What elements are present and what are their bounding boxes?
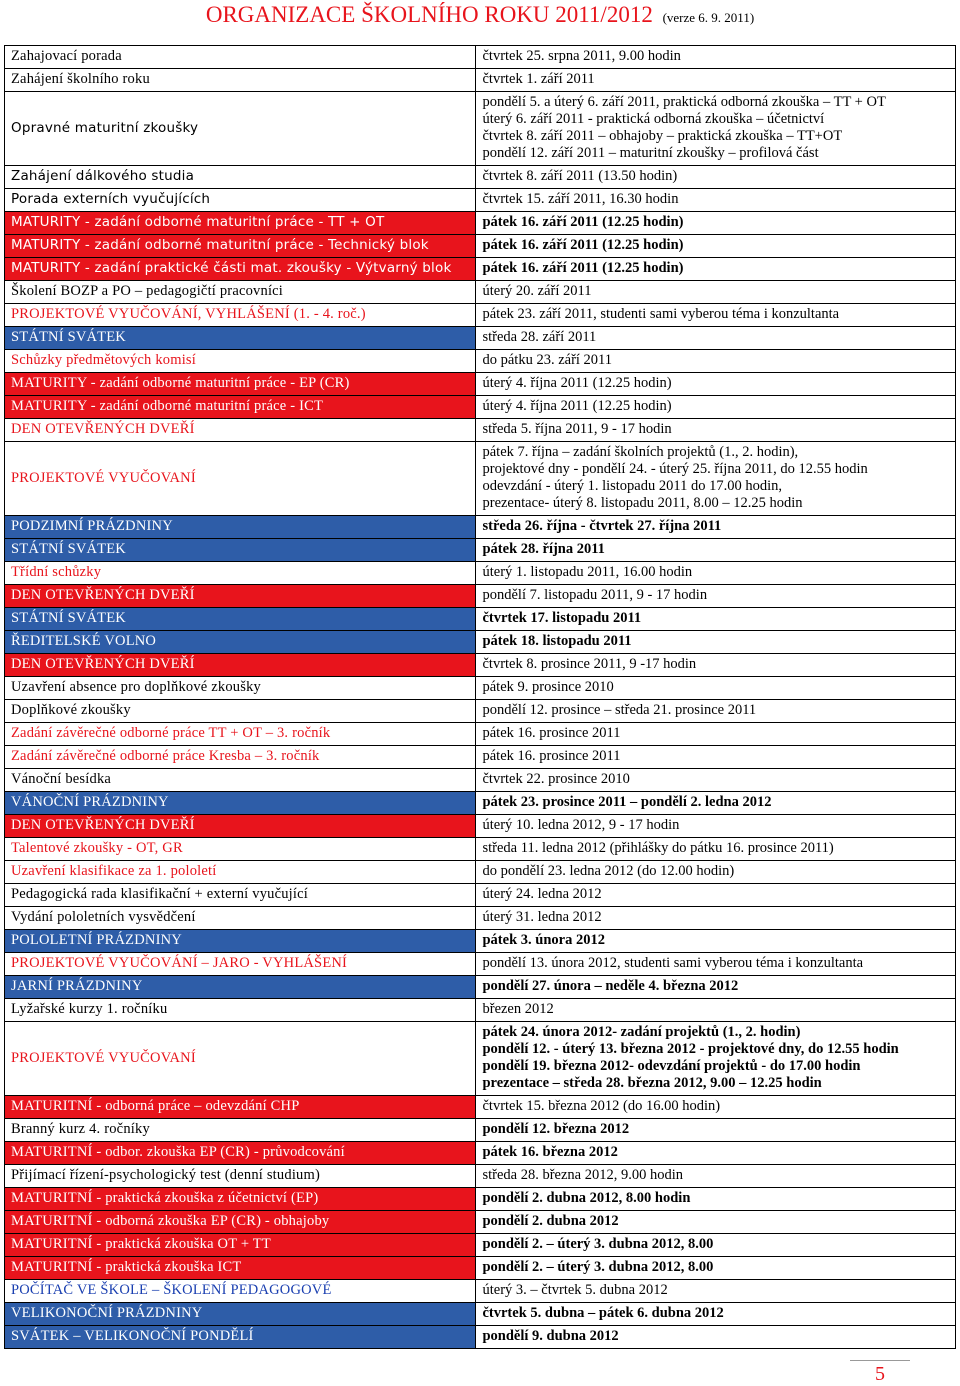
event-date [476,769,956,792]
event-date [476,258,956,281]
event-date [476,396,956,419]
event-date [476,1257,956,1280]
event-date [476,442,956,516]
event-date-line: pondělí 2. – úterý 3. dubna 2012, 8.00 [482,1259,714,1275]
schedule-row [5,1188,956,1211]
event-date [476,1234,956,1257]
event-date [476,373,956,396]
event-name: Zahájení školního roku [5,69,476,92]
event-date-line: úterý 31. ledna 2012 [482,909,602,925]
event-date-line: pondělí 12. - úterý 13. března 2012 - projektové dny, do 12.55 hodin [482,1041,899,1057]
event-date-line: úterý 1. listopadu 2011, 16.00 hodin [482,564,693,580]
event-date-line: pondělí 12. prosince – středa 21. prosince 2011 [482,702,757,718]
event-name: POLOLETNÍ PRÁZDNINY [5,930,476,953]
event-date-line: čtvrtek 25. srpna 2011, 9.00 hodin [482,48,681,64]
event-date-line: pondělí 12. března 2012 [482,1121,630,1137]
event-name: STÁTNÍ SVÁTEK [5,327,476,350]
schedule-row [5,396,956,419]
event-date-line: pátek 16. září 2011 (12.25 hodin) [482,214,684,230]
schedule-row [5,953,956,976]
event-date-line: pondělí 7. listopadu 2011, 9 - 17 hodin [482,587,708,603]
schedule-row [5,838,956,861]
schedule-row [5,1022,956,1096]
event-date [476,746,956,769]
event-date-line: pátek 24. února 2012- zadání projektů (1., 2. hodin) [482,1024,801,1040]
event-date-line: čtvrtek 15. března 2012 (do 16.00 hodin) [482,1098,721,1114]
event-name: Zahájení dálkového studia [5,166,476,189]
event-date [476,419,956,442]
event-date [476,1142,956,1165]
event-date-line: březen 2012 [482,1001,554,1017]
event-date [476,1326,956,1349]
event-date [476,69,956,92]
event-name: DEN OTEVŘENÝCH DVEŘÍ [5,815,476,838]
page-number: 5 [850,1360,910,1386]
event-date [476,976,956,999]
event-name: PROJEKTOVÉ VYUČOVÁNÍ – JARO - VYHLÁŠENÍ [5,953,476,976]
event-date [476,861,956,884]
event-date [476,700,956,723]
event-name: PROJEKTOVÉ VYUČOVANÍ [5,1022,476,1096]
schedule-row [5,1280,956,1303]
schedule-row [5,1165,956,1188]
schedule-row [5,350,956,373]
schedule-row [5,792,956,815]
event-date [476,1119,956,1142]
schedule-row [5,907,956,930]
schedule-row [5,562,956,585]
schedule-row [5,516,956,539]
event-date [476,723,956,746]
schedule-row [5,258,956,281]
event-date-line: pondělí 2. dubna 2012 [482,1213,619,1229]
event-date-line: pondělí 27. února – neděle 4. března 2012 [482,978,739,994]
event-name: Zadání závěrečné odborné práce Kresba – 3. ročník [5,746,476,769]
event-date [476,585,956,608]
event-name: Opravné maturitní zkoušky [5,92,476,166]
event-date [476,953,956,976]
event-date-line: úterý 20. září 2011 [482,283,592,299]
event-name: PROJEKTOVÉ VYUČOVANÍ [5,442,476,516]
event-name: ŘEDITELSKÉ VOLNO [5,631,476,654]
event-date-line: úterý 10. ledna 2012, 9 - 17 hodin [482,817,680,833]
event-name: VÁNOČNÍ PRÁZDNINY [5,792,476,815]
schedule-row [5,69,956,92]
schedule-row [5,189,956,212]
event-date-line: středa 11. ledna 2012 (přihlášky do pátku 16. prosince 2011) [482,840,834,856]
event-date [476,166,956,189]
event-date-line: čtvrtek 8. září 2011 – obhajoby – praktická zkouška – TT+OT [482,128,843,144]
event-date [476,1188,956,1211]
event-date-line: středa 28. března 2012, 9.00 hodin [482,1167,684,1183]
schedule-row [5,815,956,838]
event-date-line: pátek 28. října 2011 [482,541,605,557]
schedule-row [5,442,956,516]
event-name: MATURITY - zadání odborné maturitní práce - TT + OT [5,212,476,235]
event-name: STÁTNÍ SVÁTEK [5,539,476,562]
event-date [476,304,956,327]
event-date [476,350,956,373]
event-date-line: úterý 4. října 2011 (12.25 hodin) [482,375,672,391]
event-date-line: pátek 16. prosince 2011 [482,748,621,764]
event-date-line: pondělí 19. března 2012- odevzdání projektů - do 17.00 hodin [482,1058,861,1074]
event-date [476,654,956,677]
event-name: MATURITY - zadání odborné maturitní práce - ICT [5,396,476,419]
event-name: Vánoční besídka [5,769,476,792]
schedule-table [4,45,956,1349]
event-name: Talentové zkoušky - OT, GR [5,838,476,861]
event-name: PROJEKTOVÉ VYUČOVÁNÍ, VYHLÁŠENÍ (1. - 4. roč.) [5,304,476,327]
event-date-line: čtvrtek 5. dubna – pátek 6. dubna 2012 [482,1305,724,1321]
schedule-row [5,1303,956,1326]
schedule-row [5,92,956,166]
event-date-line: pátek 23. září 2011, studenti sami vyberou téma i konzultanta [482,306,840,322]
event-name: JARNÍ PRÁZDNINY [5,976,476,999]
event-name: Zahajovací porada [5,46,476,69]
event-date-line: čtvrtek 1. září 2011 [482,71,595,87]
event-date-line: pátek 7. října – zadání školních projektů (1., 2. hodin), [482,444,799,460]
schedule-row [5,631,956,654]
event-date-line: pátek 16. září 2011 (12.25 hodin) [482,260,684,276]
event-name: MATURITNÍ - praktická zkouška z účetnictví (EP) [5,1188,476,1211]
schedule-row [5,1234,956,1257]
event-date [476,539,956,562]
event-name: POČÍTAČ VE ŠKOLE – ŠKOLENÍ PEDAGOGOVÉ [5,1280,476,1303]
event-date-line: úterý 24. ledna 2012 [482,886,602,902]
event-date-line: projektové dny - pondělí 24. - úterý 25. října 2011, do 12.55 hodin [482,461,868,477]
schedule-row [5,930,956,953]
event-date [476,562,956,585]
event-date [476,907,956,930]
event-date-line: pátek 3. února 2012 [482,932,605,948]
event-date-line: pondělí 5. a úterý 6. září 2011, praktická odborná zkouška – TT + OT [482,94,886,110]
event-name: MATURITNÍ - praktická zkouška OT + TT [5,1234,476,1257]
event-name: Porada externích vyučujících [5,189,476,212]
event-date [476,1280,956,1303]
event-name: Vydání pololetních vysvědčení [5,907,476,930]
page-title [0,2,960,28]
event-date-line: čtvrtek 17. listopadu 2011 [482,610,642,626]
schedule-row [5,1257,956,1280]
event-name: MATURITNÍ - odborná práce – odevzdání CHP [5,1096,476,1119]
schedule-row [5,46,956,69]
event-date [476,46,956,69]
schedule-body [5,46,956,1349]
event-date-line: pátek 16. března 2012 [482,1144,618,1160]
event-date [476,1303,956,1326]
event-date-line: středa 5. října 2011, 9 - 17 hodin [482,421,672,437]
event-date [476,608,956,631]
event-date-line: pondělí 2. – úterý 3. dubna 2012, 8.00 [482,1236,714,1252]
event-name: DEN OTEVŘENÝCH DVEŘÍ [5,585,476,608]
event-date [476,189,956,212]
schedule-row [5,654,956,677]
event-date-line: odevzdání - úterý 1. listopadu 2011 do 17.00 hodin, [482,478,782,494]
event-name: MATURITNÍ - odbor. zkouška EP (CR) - průvodcování [5,1142,476,1165]
event-name: Pedagogická rada klasifikační + externí vyučující [5,884,476,907]
schedule-row [5,999,956,1022]
event-name: MATURITY - zadání praktické části mat. zkoušky - Výtvarný blok [5,258,476,281]
schedule-row [5,677,956,700]
event-date-line: prezentace – středa 28. března 2012, 9.00 – 12.25 hodin [482,1075,822,1091]
event-date-line: pátek 23. prosince 2011 – pondělí 2. ledna 2012 [482,794,772,810]
schedule-row [5,539,956,562]
event-name: DEN OTEVŘENÝCH DVEŘÍ [5,419,476,442]
event-date [476,999,956,1022]
event-name: Třídní schůzky [5,562,476,585]
event-name: SVÁTEK – VELIKONOČNÍ PONDĚLÍ [5,1326,476,1349]
event-name: Schůzky předmětových komisí [5,350,476,373]
event-name: Zadání závěrečné odborné práce TT + OT – 3. ročník [5,723,476,746]
event-date [476,815,956,838]
event-date [476,1022,956,1096]
event-name: MATURITNÍ - odborná zkouška EP (CR) - obhajoby [5,1211,476,1234]
event-date-line: středa 28. září 2011 [482,329,597,345]
schedule-row [5,1096,956,1119]
event-date [476,327,956,350]
document-version: (verze 6. 9. 2011) [662,10,755,25]
event-date-line: úterý 3. – čtvrtek 5. dubna 2012 [482,1282,668,1298]
event-name: Doplňkové zkoušky [5,700,476,723]
event-name: Uzavření absence pro doplňkové zkoušky [5,677,476,700]
event-name: PODZIMNÍ PRÁZDNINY [5,516,476,539]
event-date-line: pátek 16. září 2011 (12.25 hodin) [482,237,684,253]
schedule-row [5,769,956,792]
event-date-line: pátek 16. prosince 2011 [482,725,621,741]
event-name: Uzavření klasifikace za 1. pololetí [5,861,476,884]
schedule-row [5,419,956,442]
event-name: Lyžařské kurzy 1. ročníku [5,999,476,1022]
schedule-row [5,884,956,907]
schedule-row [5,1142,956,1165]
event-date-line: pondělí 9. dubna 2012 [482,1328,619,1344]
schedule-row [5,976,956,999]
event-date [476,92,956,166]
event-date-line: prezentace- úterý 8. listopadu 2011, 8.00 – 12.25 hodin [482,495,803,511]
schedule-row [5,585,956,608]
schedule-row [5,1119,956,1142]
schedule-row [5,608,956,631]
event-date [476,212,956,235]
document-title: ORGANIZACE ŠKOLNÍHO ROKU 2011/2012 [205,2,653,27]
schedule-row [5,235,956,258]
event-date [476,1096,956,1119]
event-name: DEN OTEVŘENÝCH DVEŘÍ [5,654,476,677]
event-date [476,792,956,815]
schedule-row [5,1211,956,1234]
event-date-line: čtvrtek 8. prosince 2011, 9 -17 hodin [482,656,697,672]
event-name: STÁTNÍ SVÁTEK [5,608,476,631]
event-date [476,930,956,953]
event-date-line: středa 26. října - čtvrtek 27. října 2011 [482,518,722,534]
event-date-line: čtvrtek 15. září 2011, 16.30 hodin [482,191,679,207]
event-date-line: čtvrtek 8. září 2011 (13.50 hodin) [482,168,678,184]
event-date-line: pátek 18. listopadu 2011 [482,633,632,649]
event-date-line: čtvrtek 22. prosince 2010 [482,771,630,787]
schedule-row [5,723,956,746]
event-date [476,235,956,258]
event-date [476,516,956,539]
event-date-line: do pátku 23. září 2011 [482,352,613,368]
event-name: Školení BOZP a PO – pedagogičtí pracovníci [5,281,476,304]
event-name: MATURITY - zadání odborné maturitní práce - EP (CR) [5,373,476,396]
schedule-row [5,1326,956,1349]
event-name: Branný kurz 4. ročníky [5,1119,476,1142]
event-date-line: úterý 4. října 2011 (12.25 hodin) [482,398,672,414]
event-date [476,677,956,700]
event-name: MATURITY - zadání odborné maturitní práce - Technický blok [5,235,476,258]
event-date [476,1165,956,1188]
event-date [476,631,956,654]
schedule-row [5,746,956,769]
event-name: Přijímací řízení-psychologický test (denní studium) [5,1165,476,1188]
event-date [476,281,956,304]
event-name: MATURITNÍ - praktická zkouška ICT [5,1257,476,1280]
schedule-row [5,212,956,235]
event-date-line: do pondělí 23. ledna 2012 (do 12.00 hodin) [482,863,735,879]
event-date-line: pondělí 12. září 2011 – maturitní zkoušky – profilová část [482,145,819,161]
schedule-row [5,373,956,396]
event-date [476,838,956,861]
schedule-row [5,304,956,327]
schedule-row [5,166,956,189]
schedule-row [5,281,956,304]
event-date-line: pondělí 13. února 2012, studenti sami vyberou téma i konzultanta [482,955,864,971]
event-date [476,884,956,907]
event-date-line: úterý 6. září 2011 - praktická odborná zkouška – účetnictví [482,111,825,127]
schedule-row [5,700,956,723]
event-date-line: pátek 9. prosince 2010 [482,679,614,695]
event-name: VELIKONOČNÍ PRÁZDNINY [5,1303,476,1326]
schedule-row [5,327,956,350]
event-date [476,1211,956,1234]
event-date-line: pondělí 2. dubna 2012, 8.00 hodin [482,1190,691,1206]
schedule-row [5,861,956,884]
